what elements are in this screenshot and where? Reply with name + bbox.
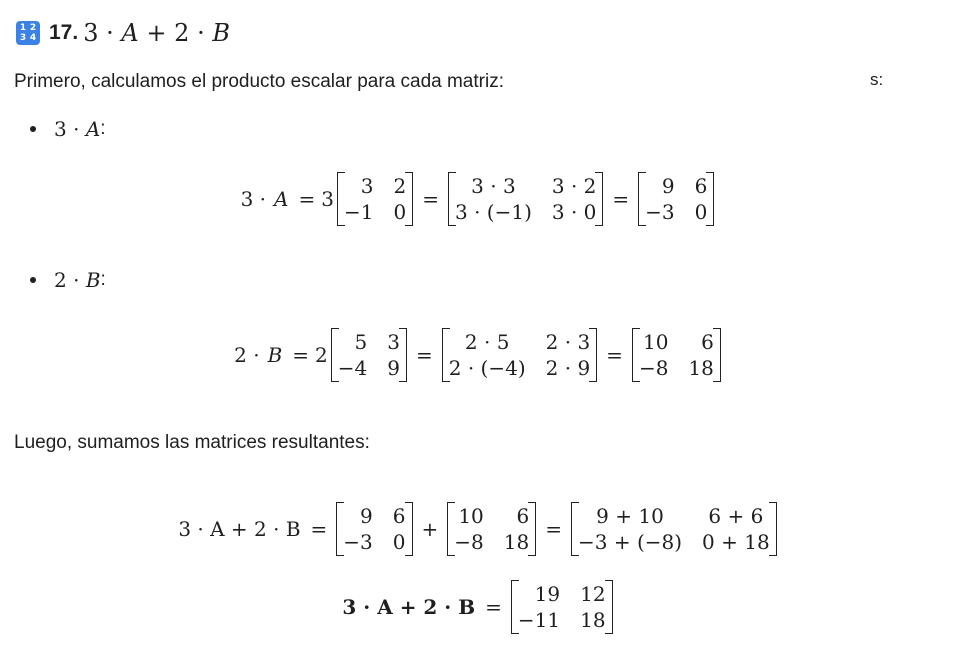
problem-expression: 3 · A + 2 · B [83,19,230,47]
matrix-b-products: 2 · 5 2 · 3 2 · (−4) 2 · 9 [442,328,597,382]
matrix-a-products: 3 · 3 3 · 2 3 · (−1) 3 · 0 [448,172,603,226]
matrix-3a-sum: 9 6 −3 0 [336,502,412,556]
equation-result: 3 · A + 2 · B = 19 12 −11 18 [0,580,954,634]
section-heading [16,19,230,47]
matrix-sum-entries: 9 + 10 6 + 6 −3 + (−8) 0 + 18 [571,502,777,556]
matrix-b: 5 3 −4 9 [331,328,407,382]
numbers-icon: 1 2 3 4 [16,21,40,45]
bullet-item-b: 2 · B : [30,268,106,292]
equation-scalar-a: 3 · A = 3 3 2 −1 0 = 3 · 3 3 · 2 3 · (−1) 3 · 0 = 9 6 −3 0 [0,172,954,226]
equation-scalar-b: 2 · B = 2 5 3 −4 9 = 2 · 5 2 · 3 2 · (−4) 2 · 9 = 10 6 −8 18 [0,328,954,382]
equation-sum: 3 · A + 2 · B = 9 6 −3 0 + 10 6 −8 18 = 9 + 10 6 + 6 −3 + (−8) 0 + 18 [0,502,954,556]
bullet-dot [30,277,36,283]
matrix-2b-sum: 10 6 −8 18 [447,502,536,556]
bullet-dot [30,126,36,132]
matrix-a: 3 2 −1 0 [337,172,413,226]
matrix-result: 19 12 −11 18 [511,580,613,634]
bullet-item-a: 3 · A : [30,117,106,141]
sum-intro-text: Luego, sumamos las matrices resultantes: [14,432,370,453]
intro-text: Primero, calculamos el producto escalar para cada matriz: [14,71,504,92]
truncated-fragment: s: [870,70,884,89]
problem-number: 17. [49,21,79,44]
matrix-2b: 10 6 −8 18 [632,328,721,382]
matrix-3a: 9 6 −3 0 [638,172,714,226]
